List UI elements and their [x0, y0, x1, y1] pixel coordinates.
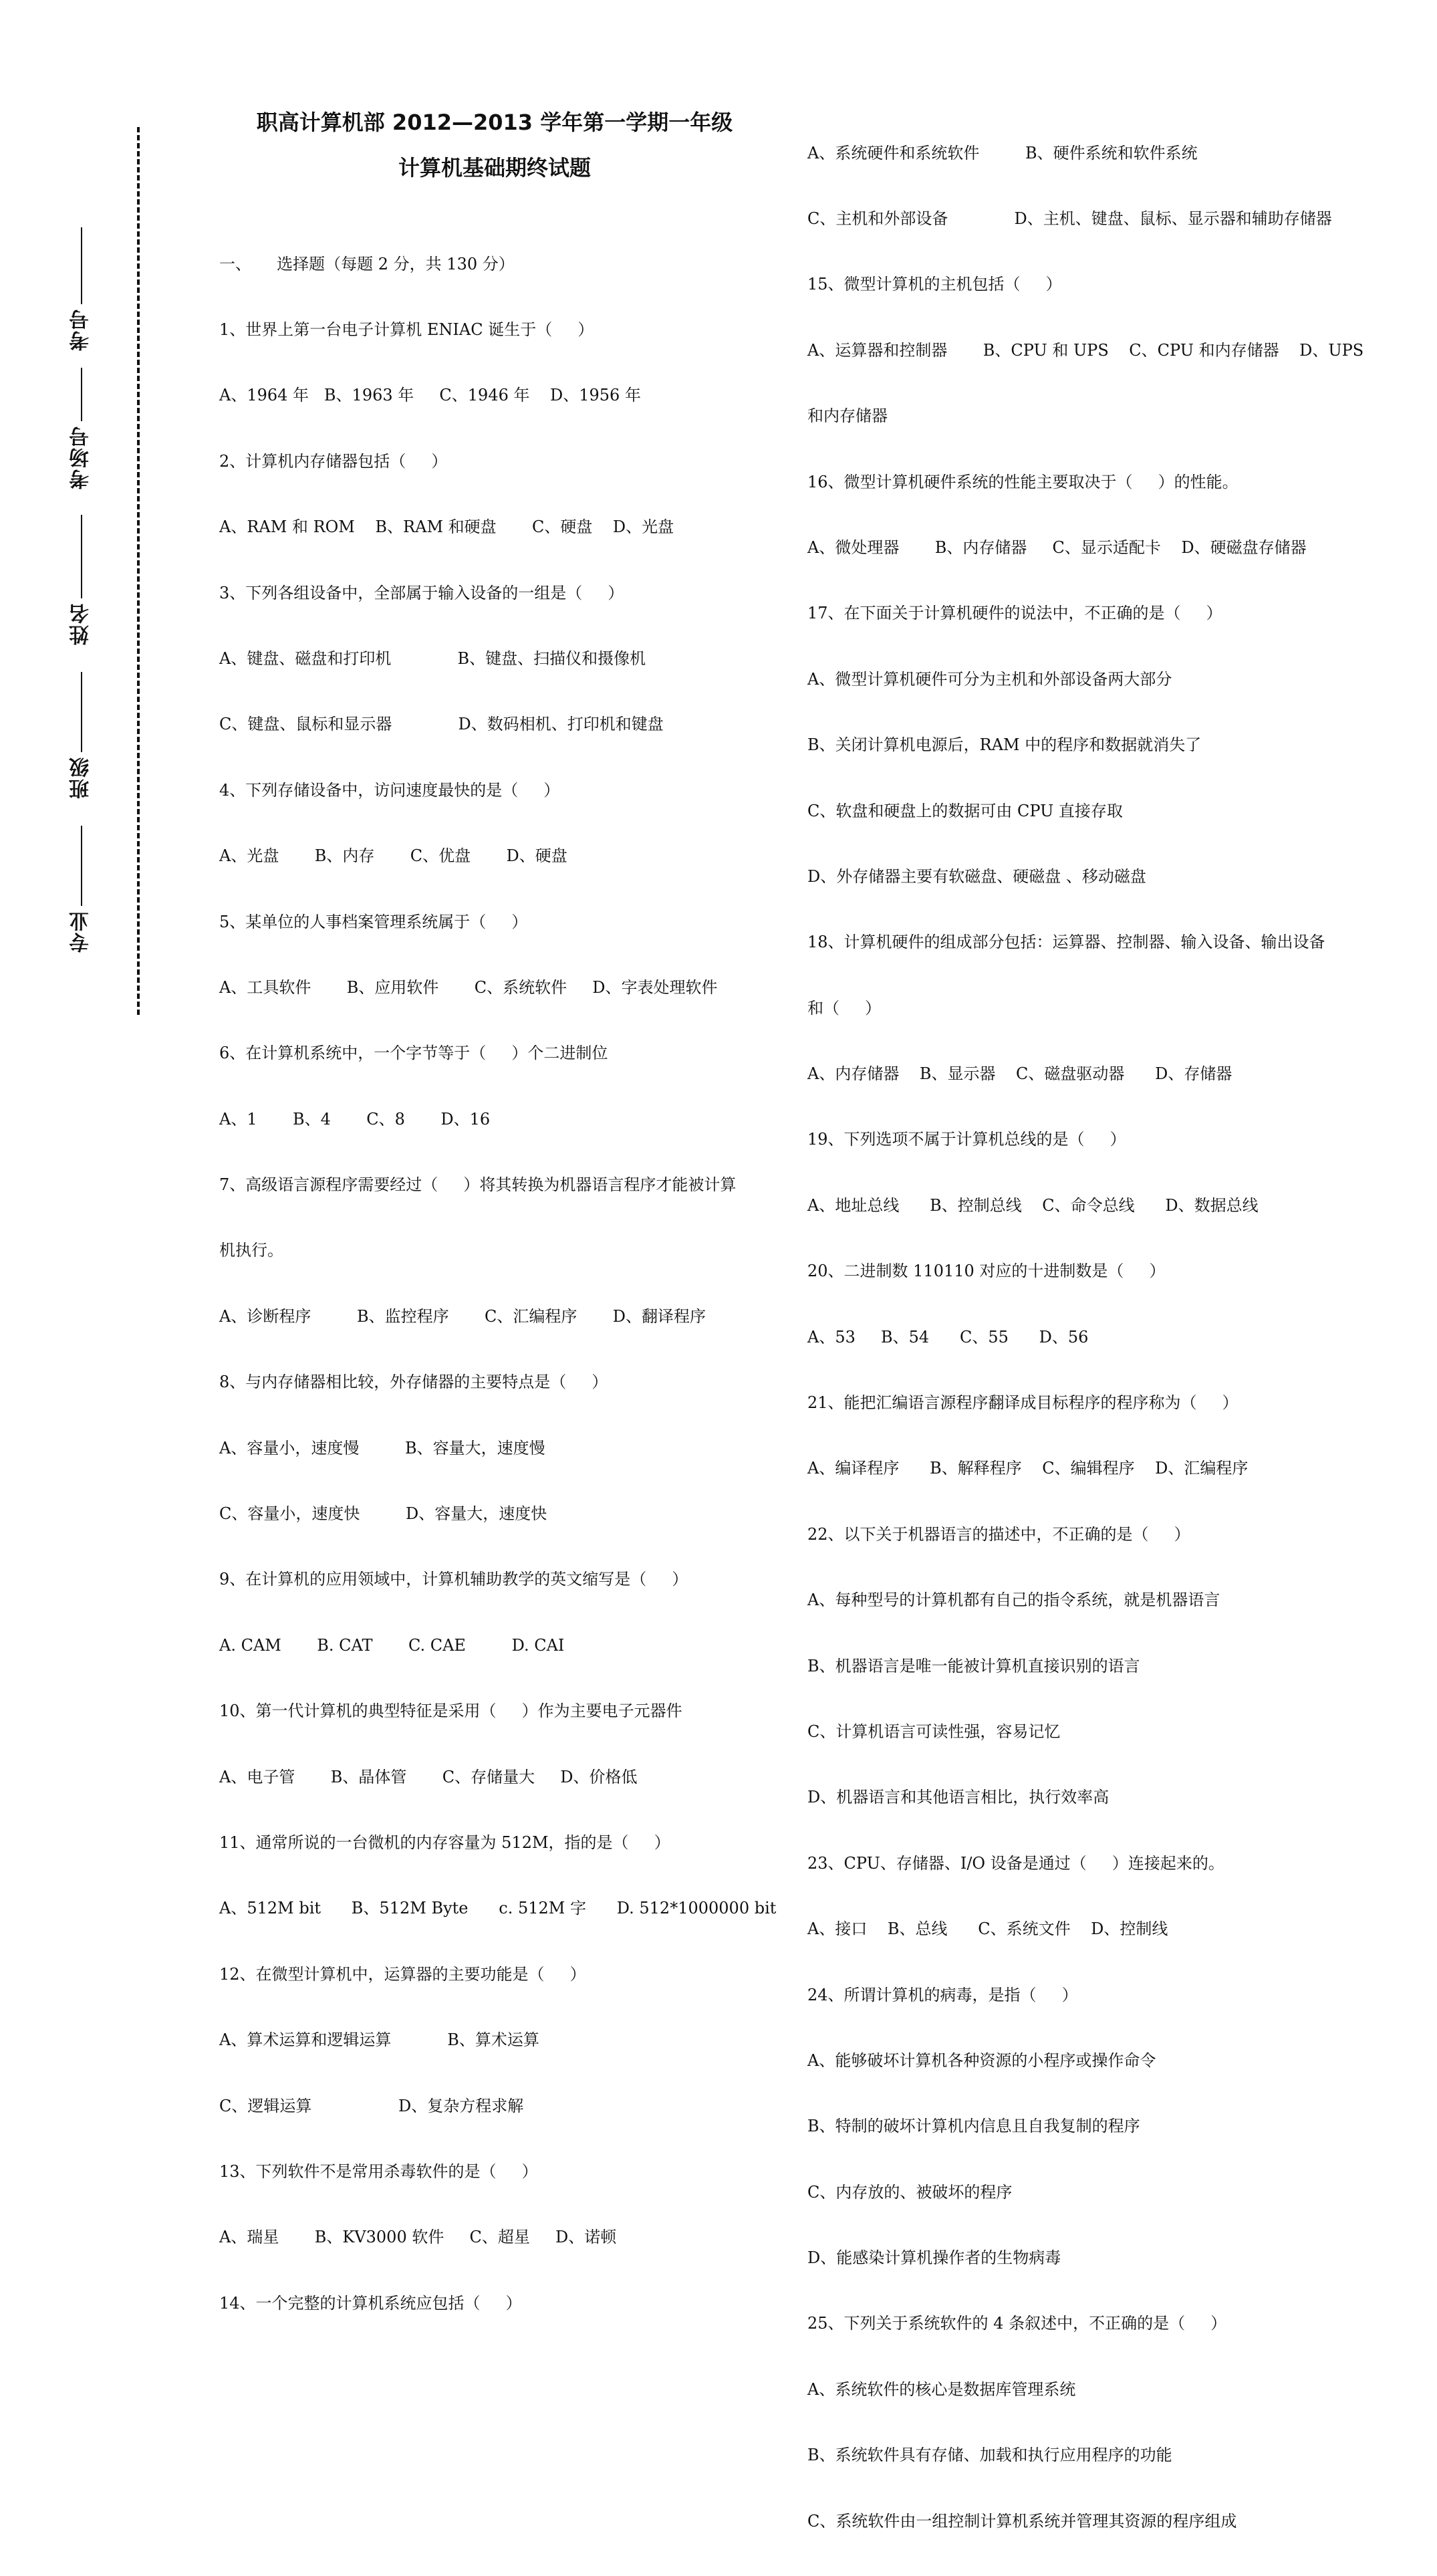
binding-field-major — [61, 826, 102, 953]
text-line: B、系统软件具有存储、加载和执行应用程序的功能 — [807, 2446, 1172, 2465]
text-line: A、地址总线 B、控制总线 C、命令总线 D、数据总线 — [807, 1195, 1259, 1215]
text-line: A. CAM B. CAT C. CAE D. CAI — [219, 1635, 565, 1655]
text-line: 17、在下面关于计算机硬件的说法中，不正确的是（ ） — [807, 604, 1222, 623]
text-line: A、RAM 和 ROM B、RAM 和硬盘 C、硬盘 D、光盘 — [219, 517, 674, 537]
text-line: 10、第一代计算机的典型特征是采用（ ）作为主要电子元器件 — [219, 1702, 682, 1721]
text-line: C、软盘和硬盘上的数据可由 CPU 直接存取 — [807, 801, 1123, 820]
text-line: A、运算器和控制器 B、CPU 和 UPS C、CPU 和内存储器 D、UPS — [807, 340, 1364, 360]
text-line: D、外存储器主要有软磁盘、硬磁盘 、移动磁盘 — [807, 866, 1146, 886]
text-line: B、关闭计算机电源后，RAM 中的程序和数据就消失了 — [807, 735, 1202, 755]
text-line: 机执行。 — [219, 1241, 283, 1260]
text-line: 14、一个完整的计算机系统应包括（ ） — [219, 2293, 522, 2313]
text-line: 11、通常所说的一台微机的内存容量为 512M，指的是（ ） — [219, 1833, 670, 1852]
text-line: A、编译程序 B、解释程序 C、编辑程序 D、汇编程序 — [807, 1459, 1249, 1478]
text-line: D、机器语言和其他语言相比，执行效率高 — [807, 1788, 1109, 1807]
text-line: 25、下列关于系统软件的 4 条叙述中，不正确的是（ ） — [807, 2314, 1227, 2333]
binding-fields — [61, 114, 102, 1016]
text-line: A、键盘、磁盘和打印机 B、键盘、扫描仪和摄像机 — [219, 649, 646, 668]
text-line: C、容量小，速度快 D、容量大，速度快 — [219, 1504, 547, 1524]
text-line: 23、CPU、存储器、I/O 设备是通过（ ）连接起来的。 — [807, 1853, 1224, 1873]
text-line: C、计算机语言可读性强，容易记忆 — [807, 1722, 1061, 1741]
binding-field-exam-number — [61, 227, 102, 351]
binding-field-class — [61, 672, 102, 799]
text-line: 8、与内存储器相比较，外存储器的主要特点是（ ） — [219, 1373, 608, 1392]
text-line: D、能感染计算机操作者的生物病毒 — [807, 2248, 1061, 2268]
binding-field-name — [61, 515, 102, 645]
text-line: A、算术运算和逻辑运算 B、算术运算 — [219, 2030, 539, 2050]
text-line: C、键盘、鼠标和显示器 D、数码相机、打印机和键盘 — [219, 715, 664, 734]
text-line: A、1 B、4 C、8 D、16 — [219, 1109, 491, 1129]
text-line: 15、微型计算机的主机包括（ ） — [807, 275, 1062, 294]
binding-label-exam-number: 考号 — [70, 308, 93, 351]
text-line: 3、下列各组设备中，全部属于输入设备的一组是（ ） — [219, 583, 624, 602]
text-line: A、微型计算机硬件可分为主机和外部设备两大部分 — [807, 669, 1172, 689]
text-line: A、内存储器 B、显示器 C、磁盘驱动器 D、存储器 — [807, 1064, 1232, 1084]
text-line: 24、所谓计算机的病毒，是指（ ） — [807, 1985, 1078, 2004]
text-line: 19、下列选项不属于计算机总线的是（ ） — [807, 1130, 1126, 1149]
text-line: 2、计算机内存储器包括（ ） — [219, 451, 448, 471]
text-line: A、系统软件的核心是数据库管理系统 — [807, 2379, 1076, 2399]
text-line: 18、计算机硬件的组成部分包括：运算器、控制器、输入设备、输出设备 — [807, 933, 1325, 952]
binding-label-exam-room: 考场号 — [70, 425, 93, 489]
text-line: A、接口 B、总线 C、系统文件 D、控制线 — [807, 1919, 1168, 1939]
text-line: 一、 选择题（每题 2 分，共 130 分） — [219, 254, 515, 273]
text-line: B、特制的破坏计算机内信息且自我复制的程序 — [807, 2117, 1140, 2136]
text-line: 6、在计算机系统中，一个字节等于（ ）个二进制位 — [219, 1044, 608, 1063]
text-line: 4、下列存储设备中，访问速度最快的是（ ） — [219, 780, 560, 800]
text-line: A、512M bit B、512M Byte c. 512M 字 D. 512*1000000 bit — [219, 1899, 777, 1918]
binding-cut-line — [137, 127, 140, 1015]
text-line: 21、能把汇编语言源程序翻译成目标程序的程序称为（ ） — [807, 1393, 1238, 1413]
text-line: 22、以下关于机器语言的描述中，不正确的是（ ） — [807, 1524, 1190, 1544]
text-line: B、机器语言是唯一能被计算机直接识别的语言 — [807, 1656, 1140, 1675]
binding-field-exam-room — [61, 368, 102, 489]
binding-label-class: 班级 — [70, 756, 93, 799]
text-line: C、主机和外部设备 D、主机、键盘、鼠标、显示器和辅助存储器 — [807, 209, 1332, 228]
binding-label-major: 专业 — [70, 910, 93, 953]
text-line: 7、高级语言源程序需要经过（ ）将其转换为机器语言程序才能被计算 — [219, 1175, 737, 1195]
text-line: 和内存储器 — [807, 406, 888, 426]
text-line: 16、微型计算机硬件系统的性能主要取决于（ ）的性能。 — [807, 472, 1238, 491]
text-line: 和（ ） — [807, 998, 882, 1018]
text-line: 5、某单位的人事档案管理系统属于（ ） — [219, 912, 528, 931]
text-line: C、内存放的、被破坏的程序 — [807, 2182, 1013, 2202]
text-line: A、工具软件 B、应用软件 C、系统软件 D、字表处理软件 — [219, 977, 718, 997]
text-line: A、容量小，速度慢 B、容量大，速度慢 — [219, 1438, 545, 1457]
exam-title: 职高计算机部 2012—2013 学年第一学期一年级 — [256, 110, 733, 135]
text-line: A、电子管 B、晶体管 C、存储量大 D、价格低 — [219, 1767, 638, 1786]
text-line: 1、世界上第一台电子计算机 ENIAC 诞生于（ ） — [219, 320, 594, 339]
exam-subtitle: 计算机基础期终试题 — [398, 155, 591, 181]
text-line: 13、下列软件不是常用杀毒软件的是（ ） — [219, 2161, 538, 2181]
text-line: 20、二进制数 110110 对应的十进制数是（ ） — [807, 1262, 1166, 1281]
text-line: 9、在计算机的应用领域中，计算机辅助教学的英文缩写是（ ） — [219, 1570, 688, 1589]
text-line: C、逻辑运算 D、复杂方程求解 — [219, 2096, 524, 2115]
text-line: A、能够破坏计算机各种资源的小程序或操作命令 — [807, 2051, 1156, 2070]
text-line: A、诊断程序 B、监控程序 C、汇编程序 D、翻译程序 — [219, 1306, 706, 1326]
question-column-right — [807, 98, 1369, 2576]
text-line: A、瑞星 B、KV3000 软件 C、超星 D、诺顿 — [219, 2228, 617, 2247]
text-line: A、微处理器 B、内存储器 C、显示适配卡 D、硬磁盘存储器 — [807, 538, 1307, 557]
binding-label-name: 姓名 — [70, 602, 93, 645]
text-line: A、系统硬件和系统软件 B、硬件系统和软件系统 — [807, 143, 1198, 162]
text-line: C、系统软件由一组控制计算机系统并管理其资源的程序组成 — [807, 2511, 1237, 2531]
text-line: A、1964 年 B、1963 年 C、1946 年 D、1956 年 — [219, 386, 641, 405]
text-line: 12、在微型计算机中，运算器的主要功能是（ ） — [219, 1964, 586, 1984]
text-line: A、53 B、54 C、55 D、56 — [807, 1327, 1089, 1346]
text-line: A、光盘 B、内存 C、优盘 D、硬盘 — [219, 846, 567, 866]
text-line: A、每种型号的计算机都有自己的指令系统，就是机器语言 — [807, 1591, 1220, 1610]
question-column-left — [219, 209, 781, 2358]
